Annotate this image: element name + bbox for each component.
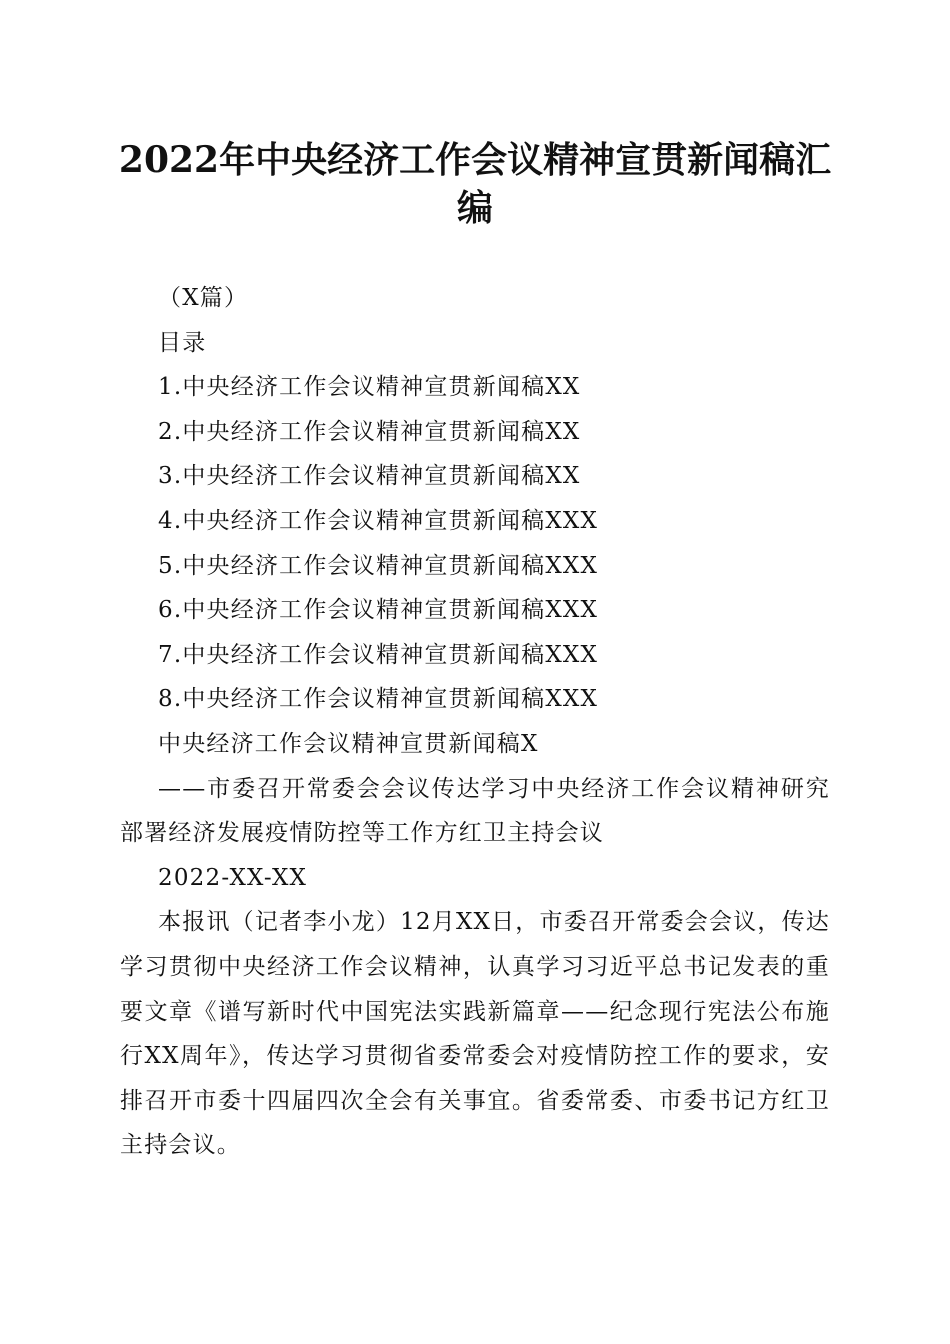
toc-heading: 目录	[158, 329, 207, 356]
toc-item: 8.中央经济工作会议精神宣贯新闻稿XXX	[158, 686, 599, 713]
toc-item: 5.中央经济工作会议精神宣贯新闻稿XXX	[158, 552, 599, 579]
toc-item: 3.中央经济工作会议精神宣贯新闻稿XX	[158, 463, 581, 490]
article-title: 中央经济工作会议精神宣贯新闻稿X	[158, 730, 539, 757]
toc-item: 4.中央经济工作会议精神宣贯新闻稿XXX	[158, 507, 599, 534]
article-date: 2022-XX-XX	[158, 864, 308, 891]
toc-item: 7.中央经济工作会议精神宣贯新闻稿XXX	[158, 641, 599, 668]
toc-item: 2.中央经济工作会议精神宣贯新闻稿XX	[158, 418, 581, 445]
document-title: 2022年中央经济工作会议精神宣贯新闻稿汇编	[118, 139, 832, 229]
toc-item: 1.中央经济工作会议精神宣贯新闻稿XX	[158, 374, 581, 401]
count-note: （X篇）	[158, 285, 249, 311]
article-subtitle: ——市委召开常委会会议传达学习中央经济工作会议精神研究部署经济发展疫情防控等工作方红卫主持会议	[120, 775, 830, 847]
article-body: 本报讯（记者李小龙）12月XX日，市委召开常委会会议，传达学习贯彻中央经济工作会议精神，认真学习习近平总书记发表的重要文章《谱写新时代中国宪法实践新篇章——纪念现行宪法公布施行XX周年》，传达学习贯彻省委常委会对疫情防控工作的要求，安排召开市委十四届四次全会有关事宜。省委常委、市委书记方红卫主持会议。	[120, 909, 830, 1159]
document-body	[120, 276, 830, 1168]
toc-list	[120, 365, 830, 722]
toc-item: 6.中央经济工作会议精神宣贯新闻稿XXX	[158, 597, 599, 624]
